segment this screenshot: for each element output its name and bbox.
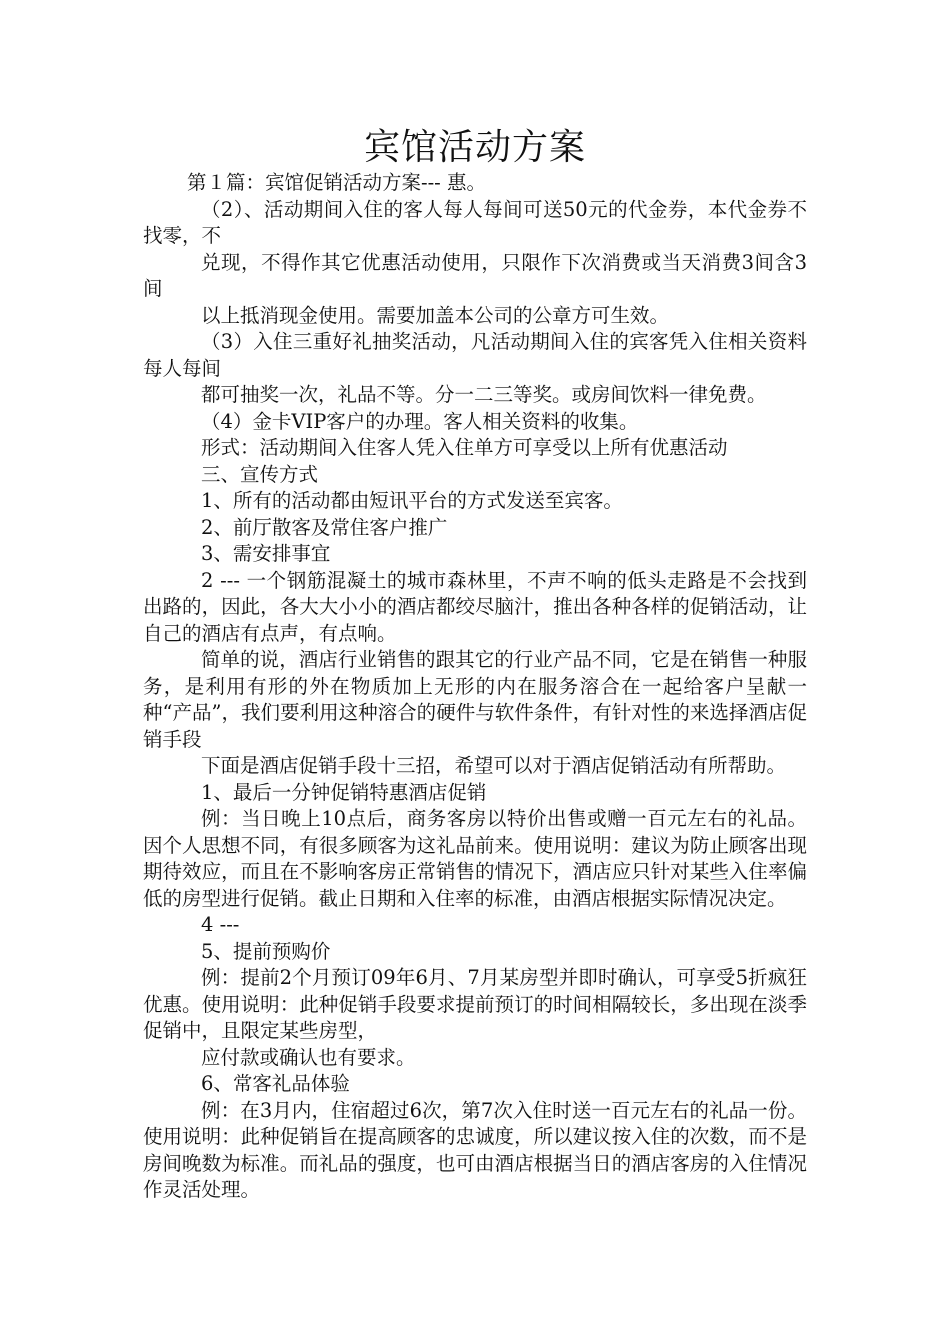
paragraph: （3）入住三重好礼抽奖活动，凡活动期间入住的宾客凭入住相关资料每人每间 [143, 330, 807, 380]
paragraph: 2 --- 一个钢筋混凝土的城市森林里，不声不响的低头走路是不会找到出路的，因此，各大大小小的酒店都绞尽脑汁，推出各种各样的促销活动，让自己的酒店有点声，有点响。 [143, 568, 807, 645]
paragraph: 兑现，不得作其它优惠活动使用，只限作下次消费或当天消费3间含3间 [143, 250, 807, 300]
paragraph: 下面是酒店促销手段十三招，希望可以对于酒店促销活动有所帮助。 [201, 754, 787, 777]
paragraph: （2）、活动期间入住的客人每人每间可送50元的代金券，本代金券不找零，不 [143, 197, 807, 247]
paragraph: 三、宣传方式 [201, 462, 319, 486]
paragraph: 应付款或确认也有要求。 [201, 1045, 416, 1069]
paragraph: 以上抵消现金使用。需要加盖本公司的公章方可生效。 [201, 303, 670, 327]
paragraph: 3、需安排事宜 [201, 542, 331, 565]
paragraph: 6、常客礼品体验 [201, 1072, 350, 1095]
paragraph: 都可抽奖一次，礼品不等。分一二三等奖。或房间饮料一律免费。 [201, 383, 767, 406]
paragraph: 5、提前预购价 [201, 939, 331, 963]
paragraph: 第１篇：宾馆促销活动方案--- 惠。 [187, 171, 486, 194]
paragraph: 1、最后一分钟促销特惠酒店促销 [201, 780, 487, 804]
paragraph: 例：提前2个月预订09年6月、7月某房型并即时确认，可享受5折疯狂优惠。使用说明：此种促销手段要求提前预订的时间相隔较长，多出现在淡季促销中，且限定某些房型， [143, 966, 807, 1042]
paragraph: 4 --- [201, 913, 240, 936]
paragraph: （4）金卡VIP客户的办理。客人相关资料的收集。 [201, 409, 639, 433]
paragraph: 2、前厅散客及常住客户推广 [201, 515, 448, 539]
document-title: 宾馆活动方案 [363, 127, 586, 168]
paragraph: 例：在3月内，住宿超过6次，第7次入住时送一百元左右的礼品一份。使用说明：此种促销旨在提高顾客的忠诚度，所以建议按入住的次数，而不是房间晚数为标准。而礼品的强度，也可由酒店根据当日的酒店客房的入住情况作灵活处理。 [143, 1098, 807, 1201]
document-body [143, 170, 807, 1204]
paragraph: 简单的说，酒店行业销售的跟其它的行业产品不同，它是在销售一种服务，是利用有形的外在物质加上无形的内在服务溶合在一起给客户呈献一种“产品”，我们要利用这种溶合的硬件与软件条件，有针对性的来选择酒店促销手段 [143, 648, 807, 751]
paragraph: 1、所有的活动都由短讯平台的方式发送至宾客。 [201, 489, 623, 512]
paragraph: 形式：活动期间入住客人凭入住单方可享受以上所有优惠活动 [201, 436, 728, 459]
paragraph: 例：当日晚上10点后，商务客房以特价出售或赠一百元左右的礼品。因个人思想不同，有很多顾客为这礼品前来。使用说明：建议为防止顾客出现期待效应，而且在不影响客房正常销售的情况下，酒店应只针对某些入住率偏低的房型进行促销。截止日期和入住率的标准，由酒店根据实际情况决定。 [143, 807, 807, 910]
